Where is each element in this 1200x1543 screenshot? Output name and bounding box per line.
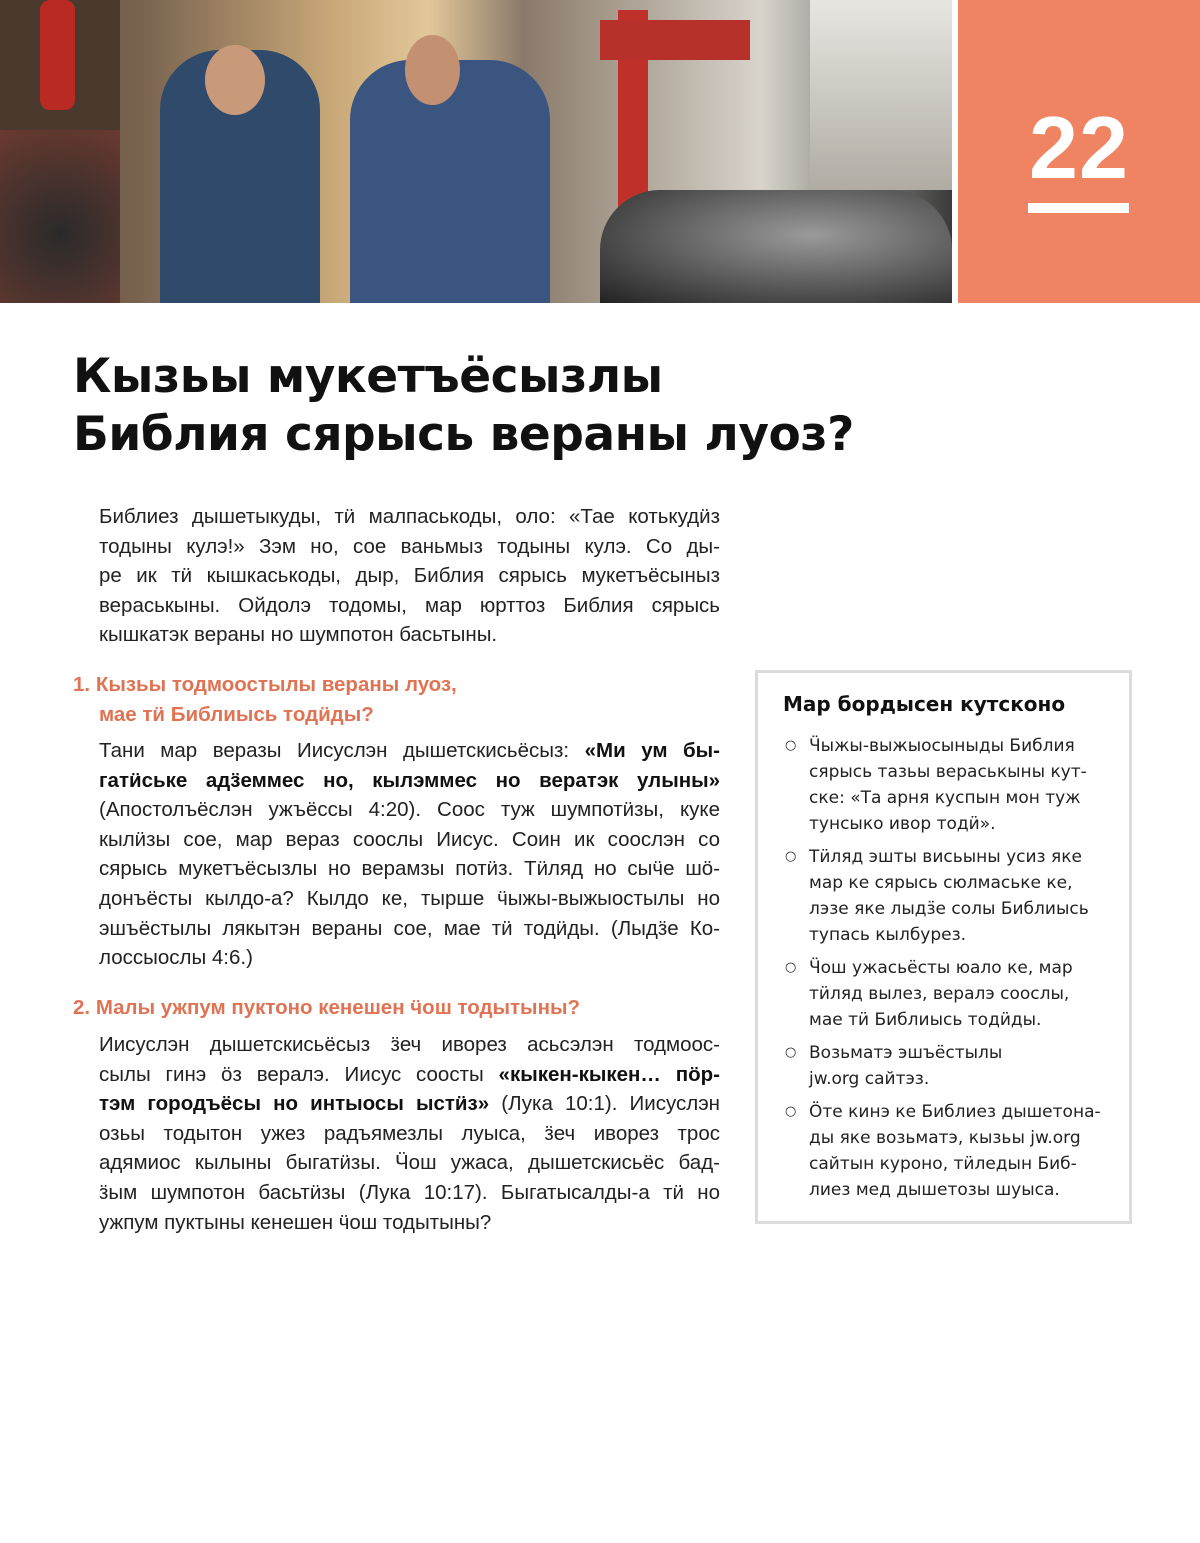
- tip-item: [787, 733, 1107, 837]
- section-1-paragraph: [99, 736, 720, 973]
- tip-line: Ӵыжы-выжыосыныды Библия: [809, 736, 1075, 756]
- tip-line: jw.org сайтэз.: [809, 1069, 930, 1089]
- text-segment: Тани мар веразы Иисуслэн дышетскисьёсыз:: [99, 739, 585, 762]
- tip-line: лиез мед дышетозы шуыса.: [809, 1180, 1060, 1200]
- text-line: [99, 795, 720, 825]
- text-segment: вераськыны. Ойдолэ тодомы, мар юрттоз Библия сярысь: [99, 593, 720, 617]
- text-line: [99, 914, 720, 944]
- tip-line: тунсыко ивор тодӥ».: [809, 814, 996, 834]
- text-line: [99, 1089, 720, 1119]
- text-segment: кышкатэк вераны но шумпотон басьтыны.: [99, 623, 498, 647]
- text-segment: эшъёстылы лякытэн вераны сое, мае тӥ тодӥды. (Лыдӟе Ко-: [99, 916, 720, 940]
- text-segment: Библиез дышетыкуды, тӥ малпаськоды, оло: «Тае котькудӥз: [99, 505, 720, 528]
- circle-outline-icon: ○: [785, 1045, 797, 1060]
- tip-line: сярысь тазьы вераськыны кут-: [809, 762, 1087, 782]
- tip-item: [787, 844, 1107, 948]
- tip-line: сайтын куроно, тӥледын Биб-: [809, 1154, 1077, 1174]
- text-line: [99, 1060, 720, 1090]
- page-title: [73, 348, 854, 464]
- text-segment: сярысь мукетъёсызлы но верамзы потӥз. Тӥляд но сыӵе шӧ-: [99, 857, 720, 881]
- bold-scripture-quote: «Ми ум бы-: [584, 739, 721, 762]
- title-line: Кызьы мукетъёсызлы: [73, 349, 663, 404]
- text-line: [99, 825, 720, 855]
- text-line: [99, 736, 720, 766]
- tip-line: лэзе яке лыдӟе солы Библиысь: [809, 899, 1089, 919]
- bold-scripture-quote: гатӥське адӟеммес но, кылэммес но вератэк улыны»: [99, 768, 720, 792]
- text-line: [99, 561, 720, 591]
- tip-line: Тӥляд эшты висьыны усиз яке: [809, 847, 1082, 867]
- tip-line: ске: «Та арня куспын мон туж: [809, 788, 1081, 808]
- circle-outline-icon: ○: [785, 738, 797, 753]
- text-line: [99, 1148, 720, 1178]
- text-segment: озьы тодытон ужез радъямезлы луыса, ӟеч иворез трос: [99, 1121, 720, 1145]
- lesson-number-underline: [1028, 203, 1129, 213]
- circle-outline-icon: ○: [785, 849, 797, 864]
- text-segment: ре ик тӥ кышкаськоды, дыр, Библия сярысь мукетъёсыныз: [99, 564, 720, 588]
- text-line: [99, 1119, 720, 1149]
- text-line: [99, 766, 720, 796]
- circle-outline-icon: ○: [785, 1104, 797, 1119]
- text-segment: (Лука 10:1). Иисуслэн: [489, 1092, 720, 1116]
- text-line: [99, 591, 720, 621]
- text-segment: ӟым шумпотон басьтӥзы (Лука 10:17). Быгатысалды-а тӥ но: [99, 1180, 720, 1204]
- tip-item: [787, 1099, 1107, 1203]
- lesson-number-badge: [958, 0, 1200, 303]
- text-line: [99, 502, 720, 532]
- text-line: [99, 620, 720, 650]
- text-segment: (Апостолъёслэн ужъёссы 4:20). Соос туж шумпотӥзы, куке: [99, 798, 720, 822]
- tip-line: тупась кылбурез.: [809, 925, 967, 945]
- hero-photo-garage-conversation: [0, 0, 952, 303]
- section-2-paragraph: [99, 1030, 720, 1237]
- bold-scripture-quote: тэм городъёсы но интыосы ыстӥз»: [99, 1092, 490, 1116]
- text-segment: адямиос кылыны быгатӥзы. Ӵош ужаса, дышетскисьёс бад-: [99, 1151, 720, 1175]
- lesson-number: 22: [1029, 98, 1129, 197]
- text-line: [99, 1178, 720, 1208]
- text-line: [99, 884, 720, 914]
- tip-item: [787, 1040, 1107, 1092]
- tip-line: ды яке возьматэ, кызьы jw.org: [809, 1128, 1081, 1148]
- tip-line: мае тӥ Библиысь тодӥды.: [809, 1010, 1042, 1030]
- text-segment: донъёсты кылдо-а? Кылдо ке, тырше ӵыжы-выжыостылы но: [99, 886, 720, 910]
- tips-list: [787, 733, 1107, 1210]
- text-line: [99, 532, 720, 562]
- tip-item: [787, 955, 1107, 1033]
- section-heading-line: Малы ужпум пуктоно кенешен ӵош тодытыны?: [95, 996, 580, 1019]
- section-2-heading: [73, 993, 580, 1023]
- bold-scripture-quote: «кыкен-кыкен… пӧр-: [498, 1062, 720, 1086]
- tip-line: Ӵош ужасьёсты юало ке, мар: [809, 958, 1073, 978]
- section-heading-line: мае тӥ Библиысь тодӥды?: [99, 702, 374, 726]
- tip-line: Ӧте кинэ ке Библиез дышетона-: [809, 1102, 1101, 1122]
- text-segment: тодыны кулэ!» Зэм но, сое ваньмыз тодыны кулэ. Со ды-: [99, 534, 720, 558]
- tip-line: тӥляд вылез, вералэ соослы,: [809, 984, 1070, 1004]
- text-segment: сылы гинэ ӧз вералэ. Иисус соосты: [99, 1062, 499, 1086]
- getting-started-box: [755, 670, 1132, 1224]
- tip-line: Возьматэ эшъёстылы: [809, 1043, 1003, 1063]
- text-line: [99, 1208, 720, 1238]
- text-segment: ужпум пуктыны кенешен ӵош тодытыны?: [99, 1210, 492, 1234]
- text-line: [99, 943, 720, 973]
- intro-paragraph: [99, 502, 720, 650]
- text-line: [99, 1030, 720, 1060]
- tip-line: мар ке сярысь сюлмаське ке,: [809, 873, 1073, 893]
- title-line: Библия сярысь вераны луоз?: [73, 407, 854, 462]
- text-segment: кылӥзы сое, мар вераз соослы Иисус. Соин ик соослэн со: [99, 827, 720, 851]
- text-segment: лоссыослы 4:6.): [99, 946, 253, 970]
- text-segment: Иисуслэн дышетскисьёсыз ӟеч иворез асьсэлэн тодмоос-: [99, 1033, 720, 1056]
- box-heading: Мар бордысен кутсконо: [783, 692, 1066, 716]
- section-1-heading: [73, 670, 457, 729]
- section-number: 2.: [73, 996, 91, 1019]
- text-line: [99, 854, 720, 884]
- section-number: 1.: [73, 673, 91, 696]
- circle-outline-icon: ○: [785, 960, 797, 975]
- section-heading-line: Кызьы тодмоостылы вераны луоз,: [95, 673, 457, 696]
